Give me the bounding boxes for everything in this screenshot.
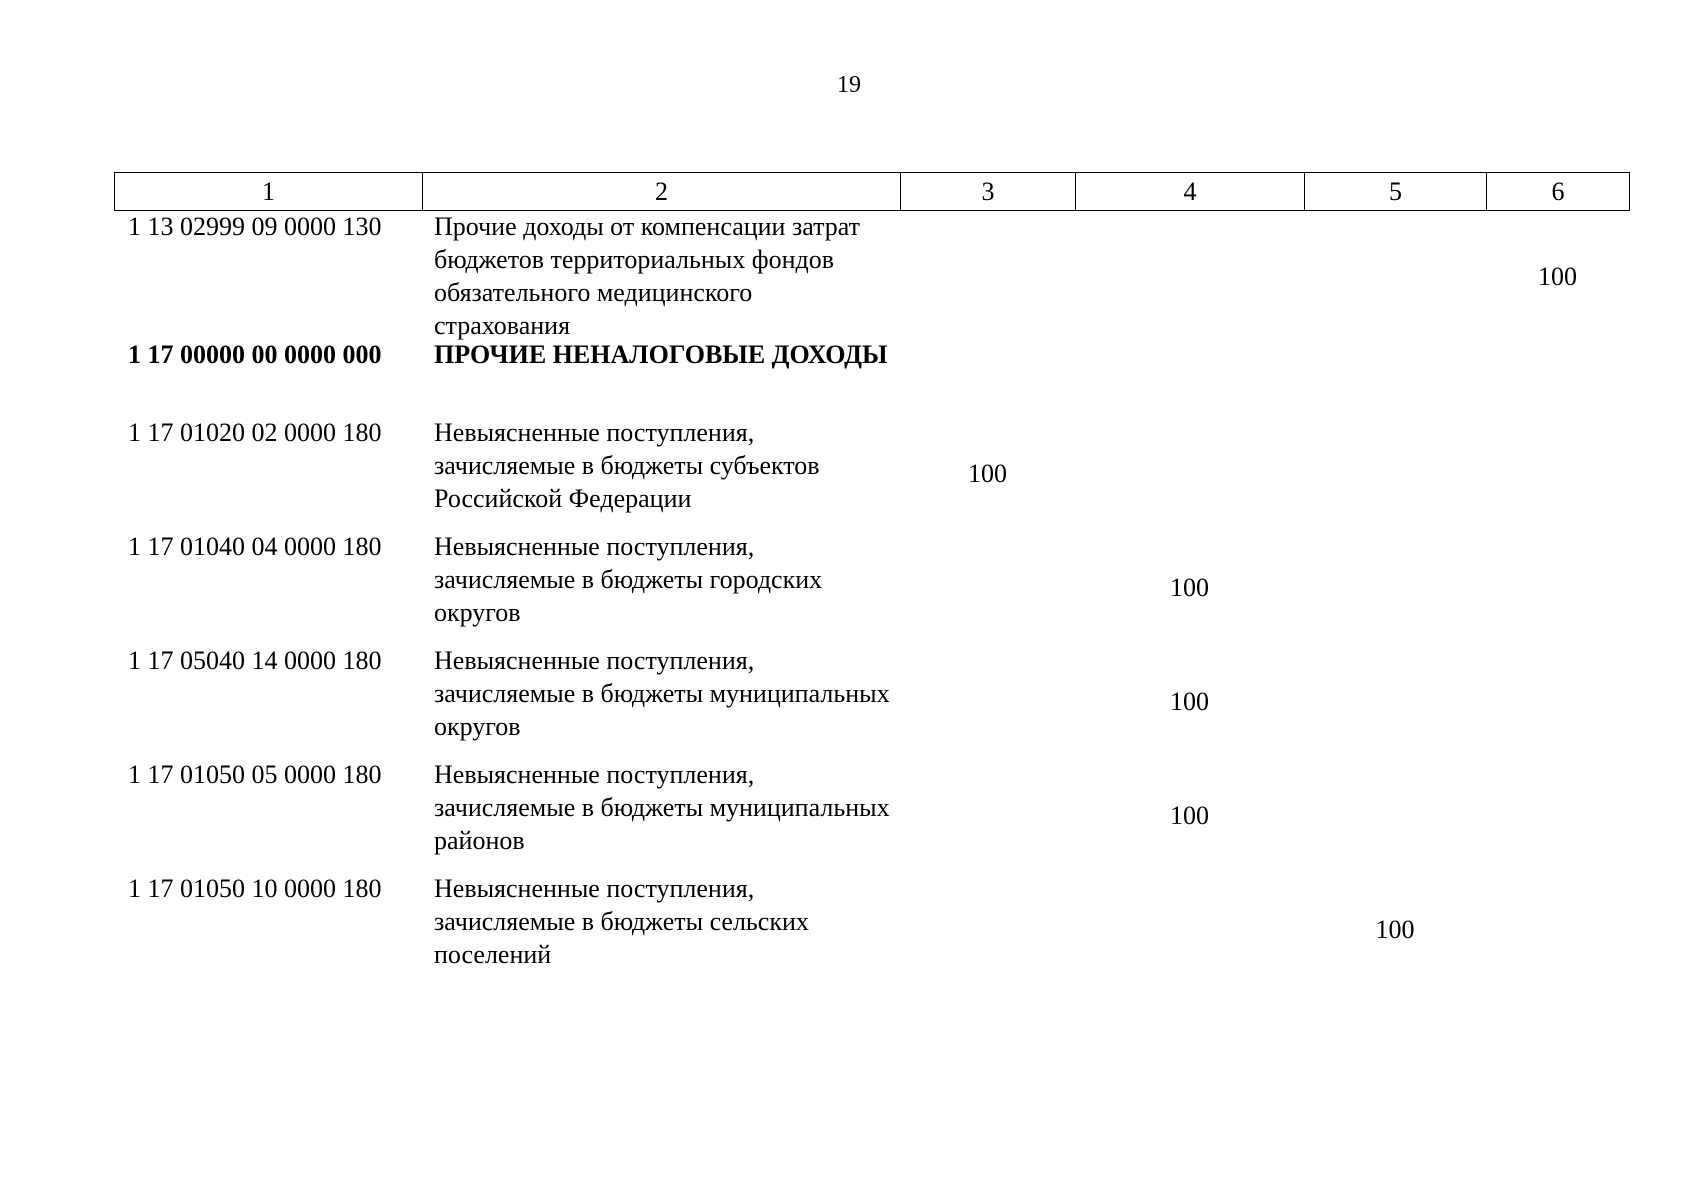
column-header-6: 6	[1487, 173, 1630, 211]
row-name: Невыясненные поступления, зачисляемые в бюджеты городских округов	[434, 532, 823, 627]
row-value-col5	[1304, 758, 1486, 872]
row-name: Невыясненные поступления, зачисляемые в бюджеты сельских поселений	[434, 874, 809, 969]
table-body	[114, 210, 1629, 986]
row-value-col5: 100	[1375, 914, 1415, 944]
column-header-table	[114, 172, 1630, 211]
table-row	[114, 416, 1629, 530]
row-code: 1 17 05040 14 0000 180	[128, 646, 382, 675]
table-row	[114, 758, 1629, 872]
row-name: Прочие доходы от компенсации затрат бюджетов территориальных фондов обязательного медицинского страхования	[434, 212, 861, 340]
row-code: 1 17 01050 10 0000 180	[128, 874, 382, 903]
row-code: 1 17 00000 00 0000 000	[128, 340, 382, 369]
row-value-col4	[1075, 338, 1304, 416]
column-header-2: 2	[423, 173, 901, 211]
row-value-col3: 100	[968, 458, 1007, 488]
row-value-col4	[1075, 872, 1304, 986]
column-header-5: 5	[1305, 173, 1487, 211]
column-header-1: 1	[115, 173, 423, 211]
row-value-col4: 100	[1170, 686, 1209, 716]
table-row-section-heading	[114, 338, 1629, 416]
table-row	[114, 210, 1629, 338]
row-code: 1 13 02999 09 0000 130	[128, 212, 382, 241]
row-value-col5	[1304, 416, 1486, 530]
row-value-col6	[1486, 644, 1629, 758]
column-header-3: 3	[901, 173, 1076, 211]
row-value-col6	[1486, 338, 1629, 416]
table-row	[114, 872, 1629, 986]
row-value-col5	[1304, 338, 1486, 416]
row-value-col4: 100	[1170, 800, 1209, 830]
row-value-col5	[1304, 530, 1486, 644]
row-code: 1 17 01020 02 0000 180	[128, 418, 382, 447]
row-value-col6	[1486, 530, 1629, 644]
row-name: Невыясненные поступления, зачисляемые в бюджеты субъектов Российской Федерации	[434, 418, 820, 513]
row-name: ПРОЧИЕ НЕНАЛОГОВЫЕ ДОХОДЫ	[434, 340, 888, 369]
row-value-col3	[900, 872, 1075, 986]
row-value-col6	[1486, 416, 1629, 530]
row-code: 1 17 01050 05 0000 180	[128, 760, 382, 789]
table-row	[114, 530, 1629, 644]
row-code: 1 17 01040 04 0000 180	[128, 532, 382, 561]
row-value-col3	[900, 644, 1075, 758]
row-value-col4	[1075, 210, 1304, 342]
row-value-col4: 100	[1170, 572, 1209, 602]
row-name: Невыясненные поступления, зачисляемые в бюджеты муниципальных округов	[434, 646, 890, 741]
row-value-col3	[900, 758, 1075, 872]
page-number: 19	[837, 72, 861, 98]
row-value-col6	[1486, 872, 1629, 986]
column-header-row	[115, 173, 1630, 211]
row-value-col5	[1304, 644, 1486, 758]
row-value-col3	[900, 530, 1075, 644]
row-value-col3	[900, 338, 1075, 416]
column-header-4: 4	[1076, 173, 1305, 211]
row-value-col6	[1486, 758, 1629, 872]
row-value-col4	[1075, 416, 1304, 530]
row-value-col5	[1304, 210, 1486, 342]
row-value-col6: 100	[1538, 261, 1577, 291]
row-value-col3	[900, 210, 1075, 342]
row-name: Невыясненные поступления, зачисляемые в бюджеты муниципальных районов	[434, 760, 890, 855]
table-row	[114, 644, 1629, 758]
